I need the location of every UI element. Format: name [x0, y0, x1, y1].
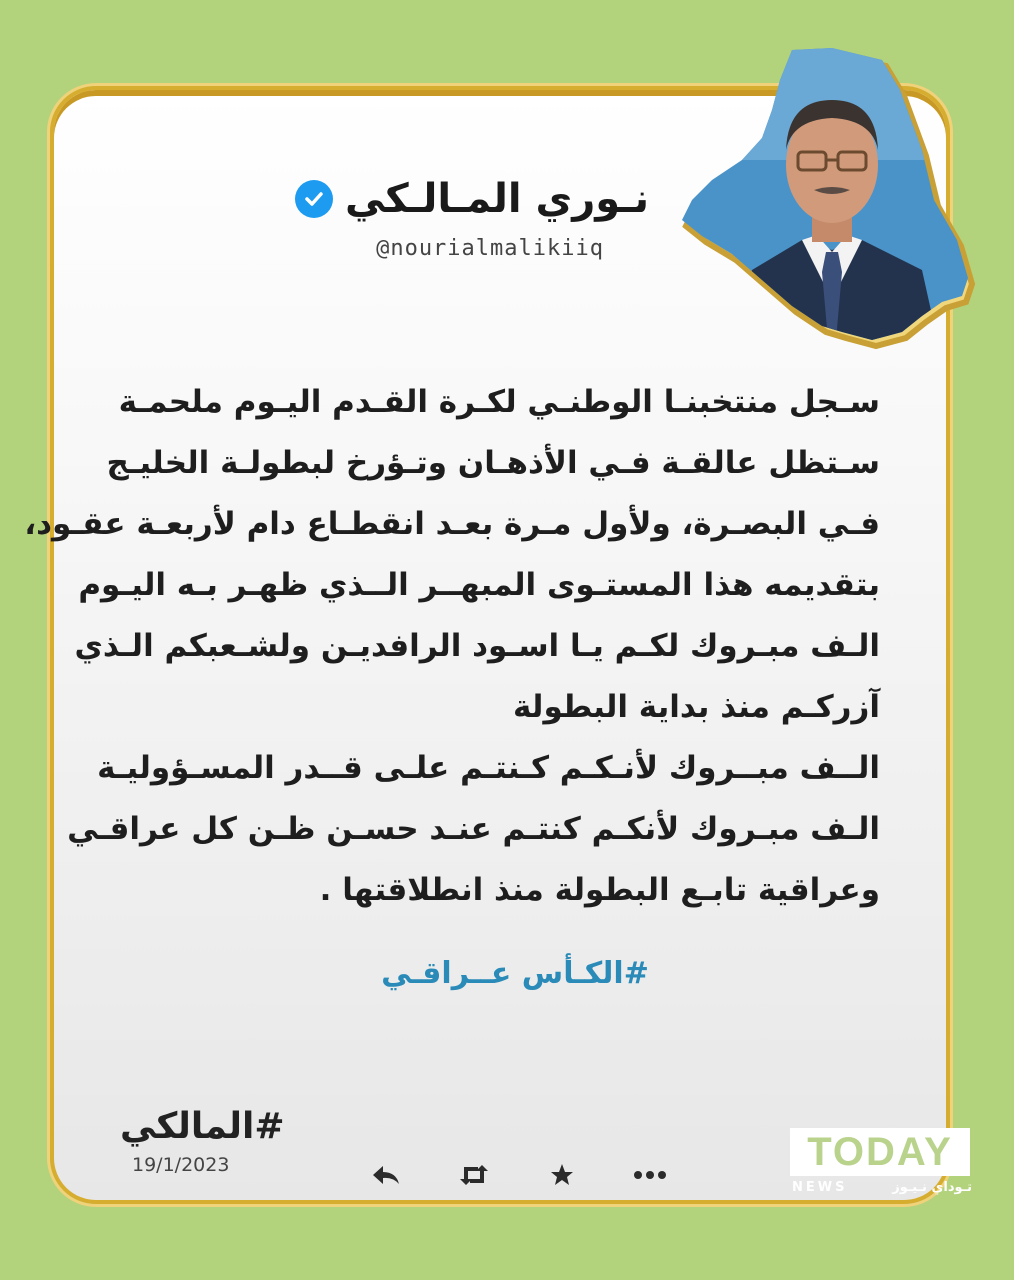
post-hashtag-link[interactable]: #الكـأس عــراقـي: [381, 956, 649, 991]
iraq-map-portrait: [672, 40, 988, 360]
profile-name[interactable]: نـوري المـالـكي: [344, 176, 649, 222]
post-line: سـجل منتخبنـا الوطنـي لكـرة القـدم اليـوم ملحمـة: [118, 384, 880, 420]
more-icon[interactable]: [630, 1160, 670, 1190]
logo-text: TODAY: [807, 1129, 953, 1174]
logo-box: [790, 1128, 970, 1176]
profile-avatar[interactable]: [672, 40, 988, 360]
logo-sub-en: NEWS: [792, 1180, 848, 1195]
post-line: وعراقية تابـع البطولة منذ انطلاقتها .: [319, 872, 880, 908]
action-bar: [366, 1160, 670, 1190]
post-line: الـف مبـروك لكـم يـا اسـود الرافديـن ولشـعبكم الـذي: [74, 628, 880, 664]
post-body: [24, 372, 880, 921]
profile-name-row: [295, 176, 649, 222]
retweet-icon[interactable]: [454, 1160, 494, 1190]
post-line: الــف مبــروك لأنـكـم كـنتـم علـى قــدر المسـؤوليـة: [97, 750, 880, 786]
post-line: فـي البصـرة، ولأول مـرة بعـد انقطـاع دام لأربعـة عقـود،: [24, 506, 880, 542]
logo-sub-ar: تـوداي نـيـوز: [892, 1180, 972, 1195]
post-line: سـتظل عالقـة فـي الأذهـان وتـؤرخ لبطولـة الخليـج: [106, 445, 880, 481]
star-icon[interactable]: [542, 1160, 582, 1190]
verified-badge-icon: [295, 180, 333, 218]
logo-subtitle: [792, 1180, 972, 1195]
post-line: بتقديمه هذا المستـوى المبهــر الــذي ظهـر بـه اليـوم: [78, 567, 880, 603]
today-news-logo: [790, 1128, 970, 1200]
profile-handle[interactable]: @nourialmalikiiq: [376, 236, 604, 261]
signature-hashtag[interactable]: #المالكي: [120, 1106, 285, 1147]
post-date: 19/1/2023: [132, 1154, 230, 1176]
reply-icon[interactable]: [366, 1160, 406, 1190]
post-line: الـف مبـروك لأنكـم كنتـم عنـد حسـن ظـن كل عراقـي: [67, 811, 880, 847]
post-line: آزركـم منذ بداية البطولة: [513, 689, 880, 725]
